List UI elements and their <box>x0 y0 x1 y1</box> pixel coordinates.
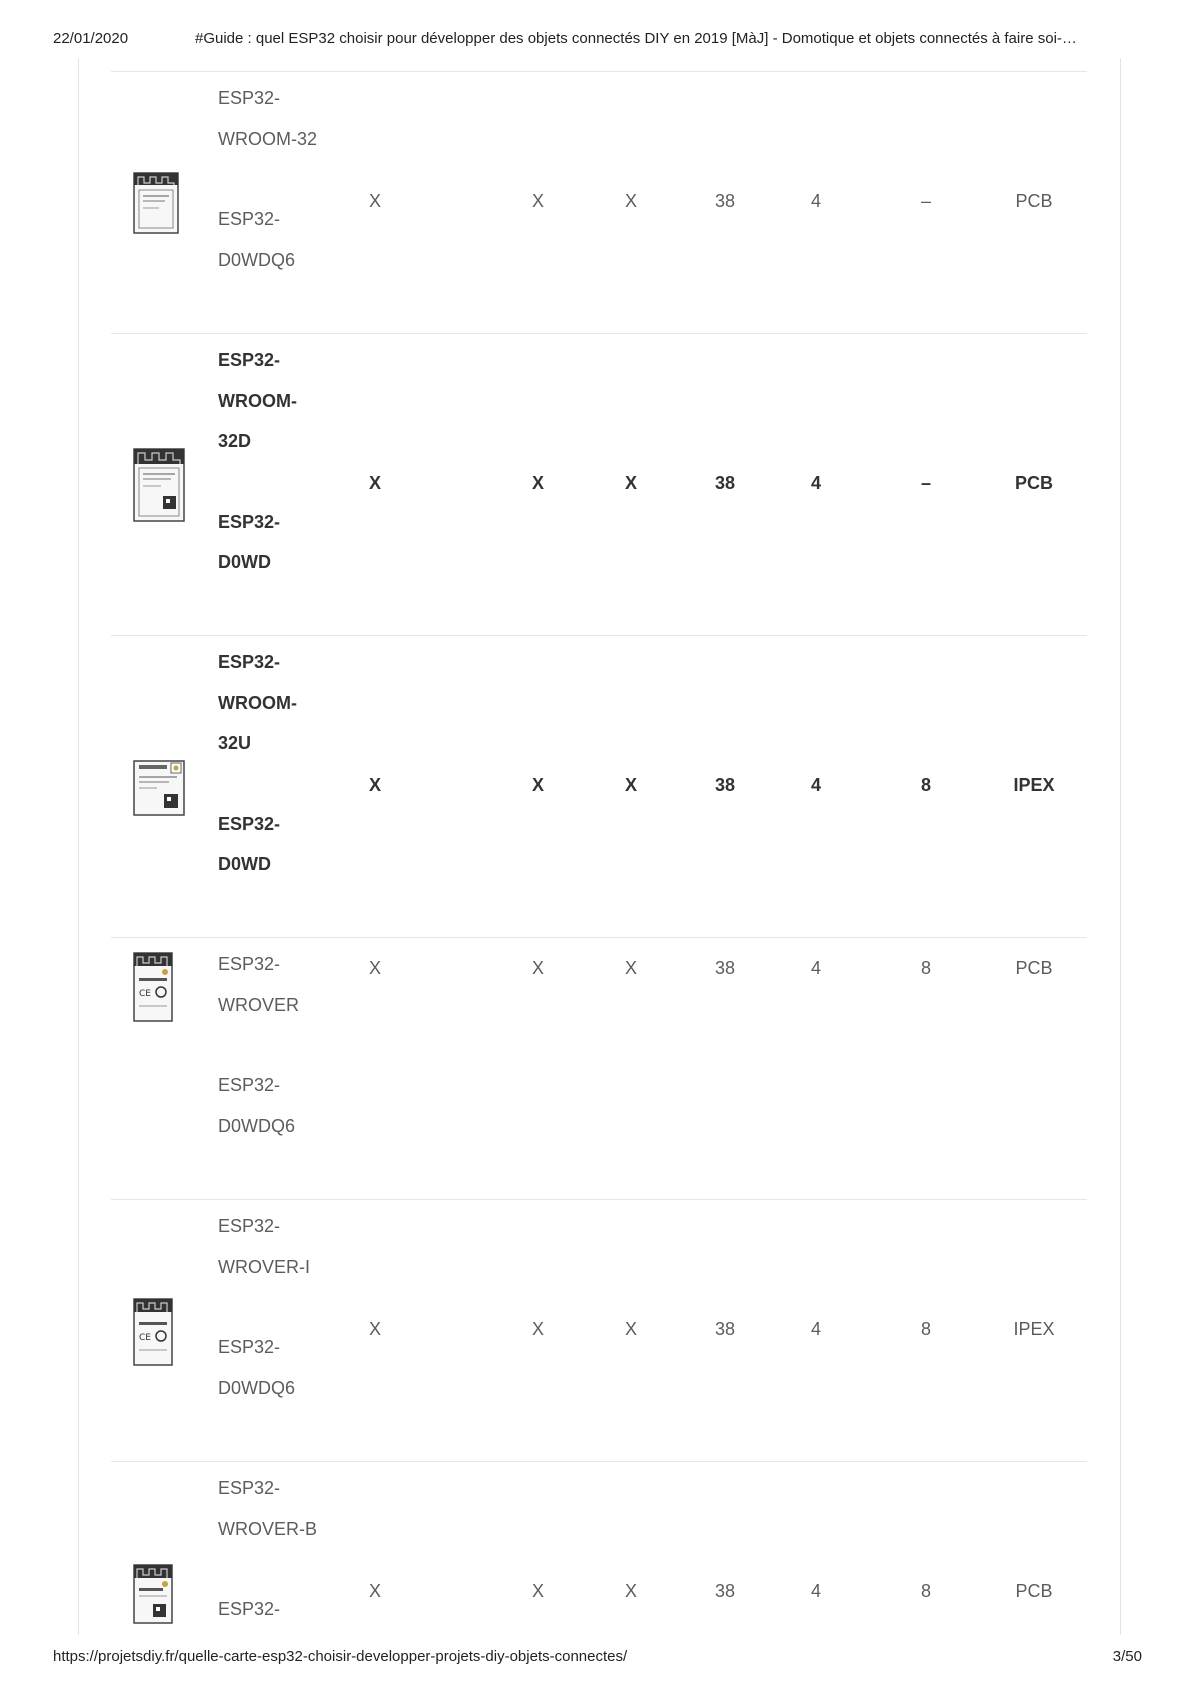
cell-c3: X <box>624 775 638 795</box>
module-name-line: 32U <box>218 733 252 753</box>
cell-flash: 4 <box>810 1581 822 1601</box>
print-title: #Guide : quel ESP32 choisir pour développer des objets connectés DIY en 2019 [MàJ] - Domotique et objets connectés à faire soi-… <box>195 30 1077 47</box>
cell-psram: 8 <box>920 775 932 795</box>
cell-c2: X <box>531 1319 545 1339</box>
cell-c1: X <box>368 1581 382 1601</box>
cell-c2: X <box>531 775 545 795</box>
esp32-wrover-i-module-icon <box>133 1298 173 1366</box>
cell-gpio: 38 <box>714 191 736 211</box>
cell-c3: X <box>624 473 638 493</box>
cell-antenna: IPEX <box>1013 775 1055 795</box>
cell-psram: 8 <box>920 1319 932 1339</box>
cell-c3: X <box>624 958 638 978</box>
chip-name-line: D0WD <box>218 854 271 874</box>
esp32-wrover-b-module-icon <box>133 1564 173 1624</box>
module-name-line: ESP32- <box>218 350 281 370</box>
cell-antenna: PCB <box>1015 1581 1053 1601</box>
cell-flash: 4 <box>810 473 822 493</box>
table-row <box>111 937 1087 1200</box>
table-row <box>111 333 1087 636</box>
chip-name-line: D0WDQ6 <box>218 1115 296 1136</box>
chip-name-line: ESP32- <box>218 1075 281 1095</box>
cell-c3: X <box>624 1319 638 1339</box>
cell-psram: 8 <box>920 1581 932 1601</box>
cell-c2: X <box>531 191 545 211</box>
cell-flash: 4 <box>810 1319 822 1339</box>
chip-name-line: ESP32- <box>218 813 281 834</box>
svg-text:CE: CE <box>139 989 151 999</box>
cell-c2: X <box>531 958 545 978</box>
esp32-wroom-32u-module-icon <box>133 760 185 816</box>
cell-gpio: 38 <box>714 473 736 493</box>
module-name-line: ESP32- <box>218 954 281 974</box>
cell-gpio: 38 <box>714 775 736 795</box>
page-number: 3/50 <box>1112 1648 1142 1665</box>
module-name-line: 32D <box>218 431 252 451</box>
cell-gpio: 38 <box>714 1581 736 1601</box>
module-name-line: ESP32- <box>218 652 281 672</box>
cell-c2: X <box>531 473 545 493</box>
module-name-line: WROOM- <box>218 390 297 411</box>
cell-gpio: 38 <box>714 958 736 978</box>
module-name-line: WROVER-I <box>218 1256 310 1277</box>
cell-flash: 4 <box>810 775 822 795</box>
esp32-wrover-module-icon <box>133 952 173 1022</box>
table-row <box>111 1461 1087 1632</box>
cell-gpio: 38 <box>714 1319 736 1339</box>
chip-name-line: D0WDQ6 <box>218 1377 296 1398</box>
cell-flash: 4 <box>810 191 822 211</box>
table-row <box>111 1199 1087 1462</box>
cell-antenna: IPEX <box>1013 1319 1055 1339</box>
cell-c1: X <box>368 473 382 493</box>
chip-name-line: ESP32- <box>218 511 281 532</box>
module-name-line: WROVER <box>218 994 299 1015</box>
chip-name-line: ESP32- <box>218 1337 281 1357</box>
cell-psram: – <box>920 473 932 493</box>
print-date: 22/01/2020 <box>53 30 129 47</box>
table-row <box>111 635 1087 938</box>
module-name-line: WROOM- <box>218 692 297 713</box>
chip-name-line: D0WDQ6 <box>218 249 296 270</box>
cell-c2: X <box>531 1581 545 1601</box>
cell-psram: – <box>920 191 932 211</box>
cell-c1: X <box>368 1319 382 1339</box>
module-name-line: ESP32- <box>218 1478 281 1498</box>
cell-antenna: PCB <box>1015 958 1053 978</box>
cell-c1: X <box>368 775 382 795</box>
module-name-line: WROVER-B <box>218 1518 317 1539</box>
cell-flash: 4 <box>810 958 822 978</box>
module-name-line: ESP32- <box>218 1216 281 1236</box>
chip-name-line: D0WD <box>218 552 271 572</box>
cell-c3: X <box>624 1581 638 1601</box>
module-name-line: ESP32- <box>218 88 281 108</box>
cell-c1: X <box>368 191 382 211</box>
cell-c3: X <box>624 191 638 211</box>
chip-name-line: ESP32- <box>218 1599 281 1619</box>
cell-c1: X <box>368 958 382 978</box>
svg-text:CE: CE <box>139 1333 151 1343</box>
esp32-wroom-32-module-icon <box>133 172 179 234</box>
cell-antenna: PCB <box>1015 191 1053 211</box>
chip-name-line: ESP32- <box>218 209 281 229</box>
table-row <box>111 71 1087 334</box>
module-name-line: WROOM-32 <box>218 128 317 149</box>
esp32-wroom-32d-module-icon <box>133 448 185 522</box>
cell-antenna: PCB <box>1014 473 1054 493</box>
print-url: https://projetsdiy.fr/quelle-carte-esp32-choisir-developper-projets-diy-objets-connectes/ <box>53 1648 628 1665</box>
cell-psram: 8 <box>920 958 932 978</box>
